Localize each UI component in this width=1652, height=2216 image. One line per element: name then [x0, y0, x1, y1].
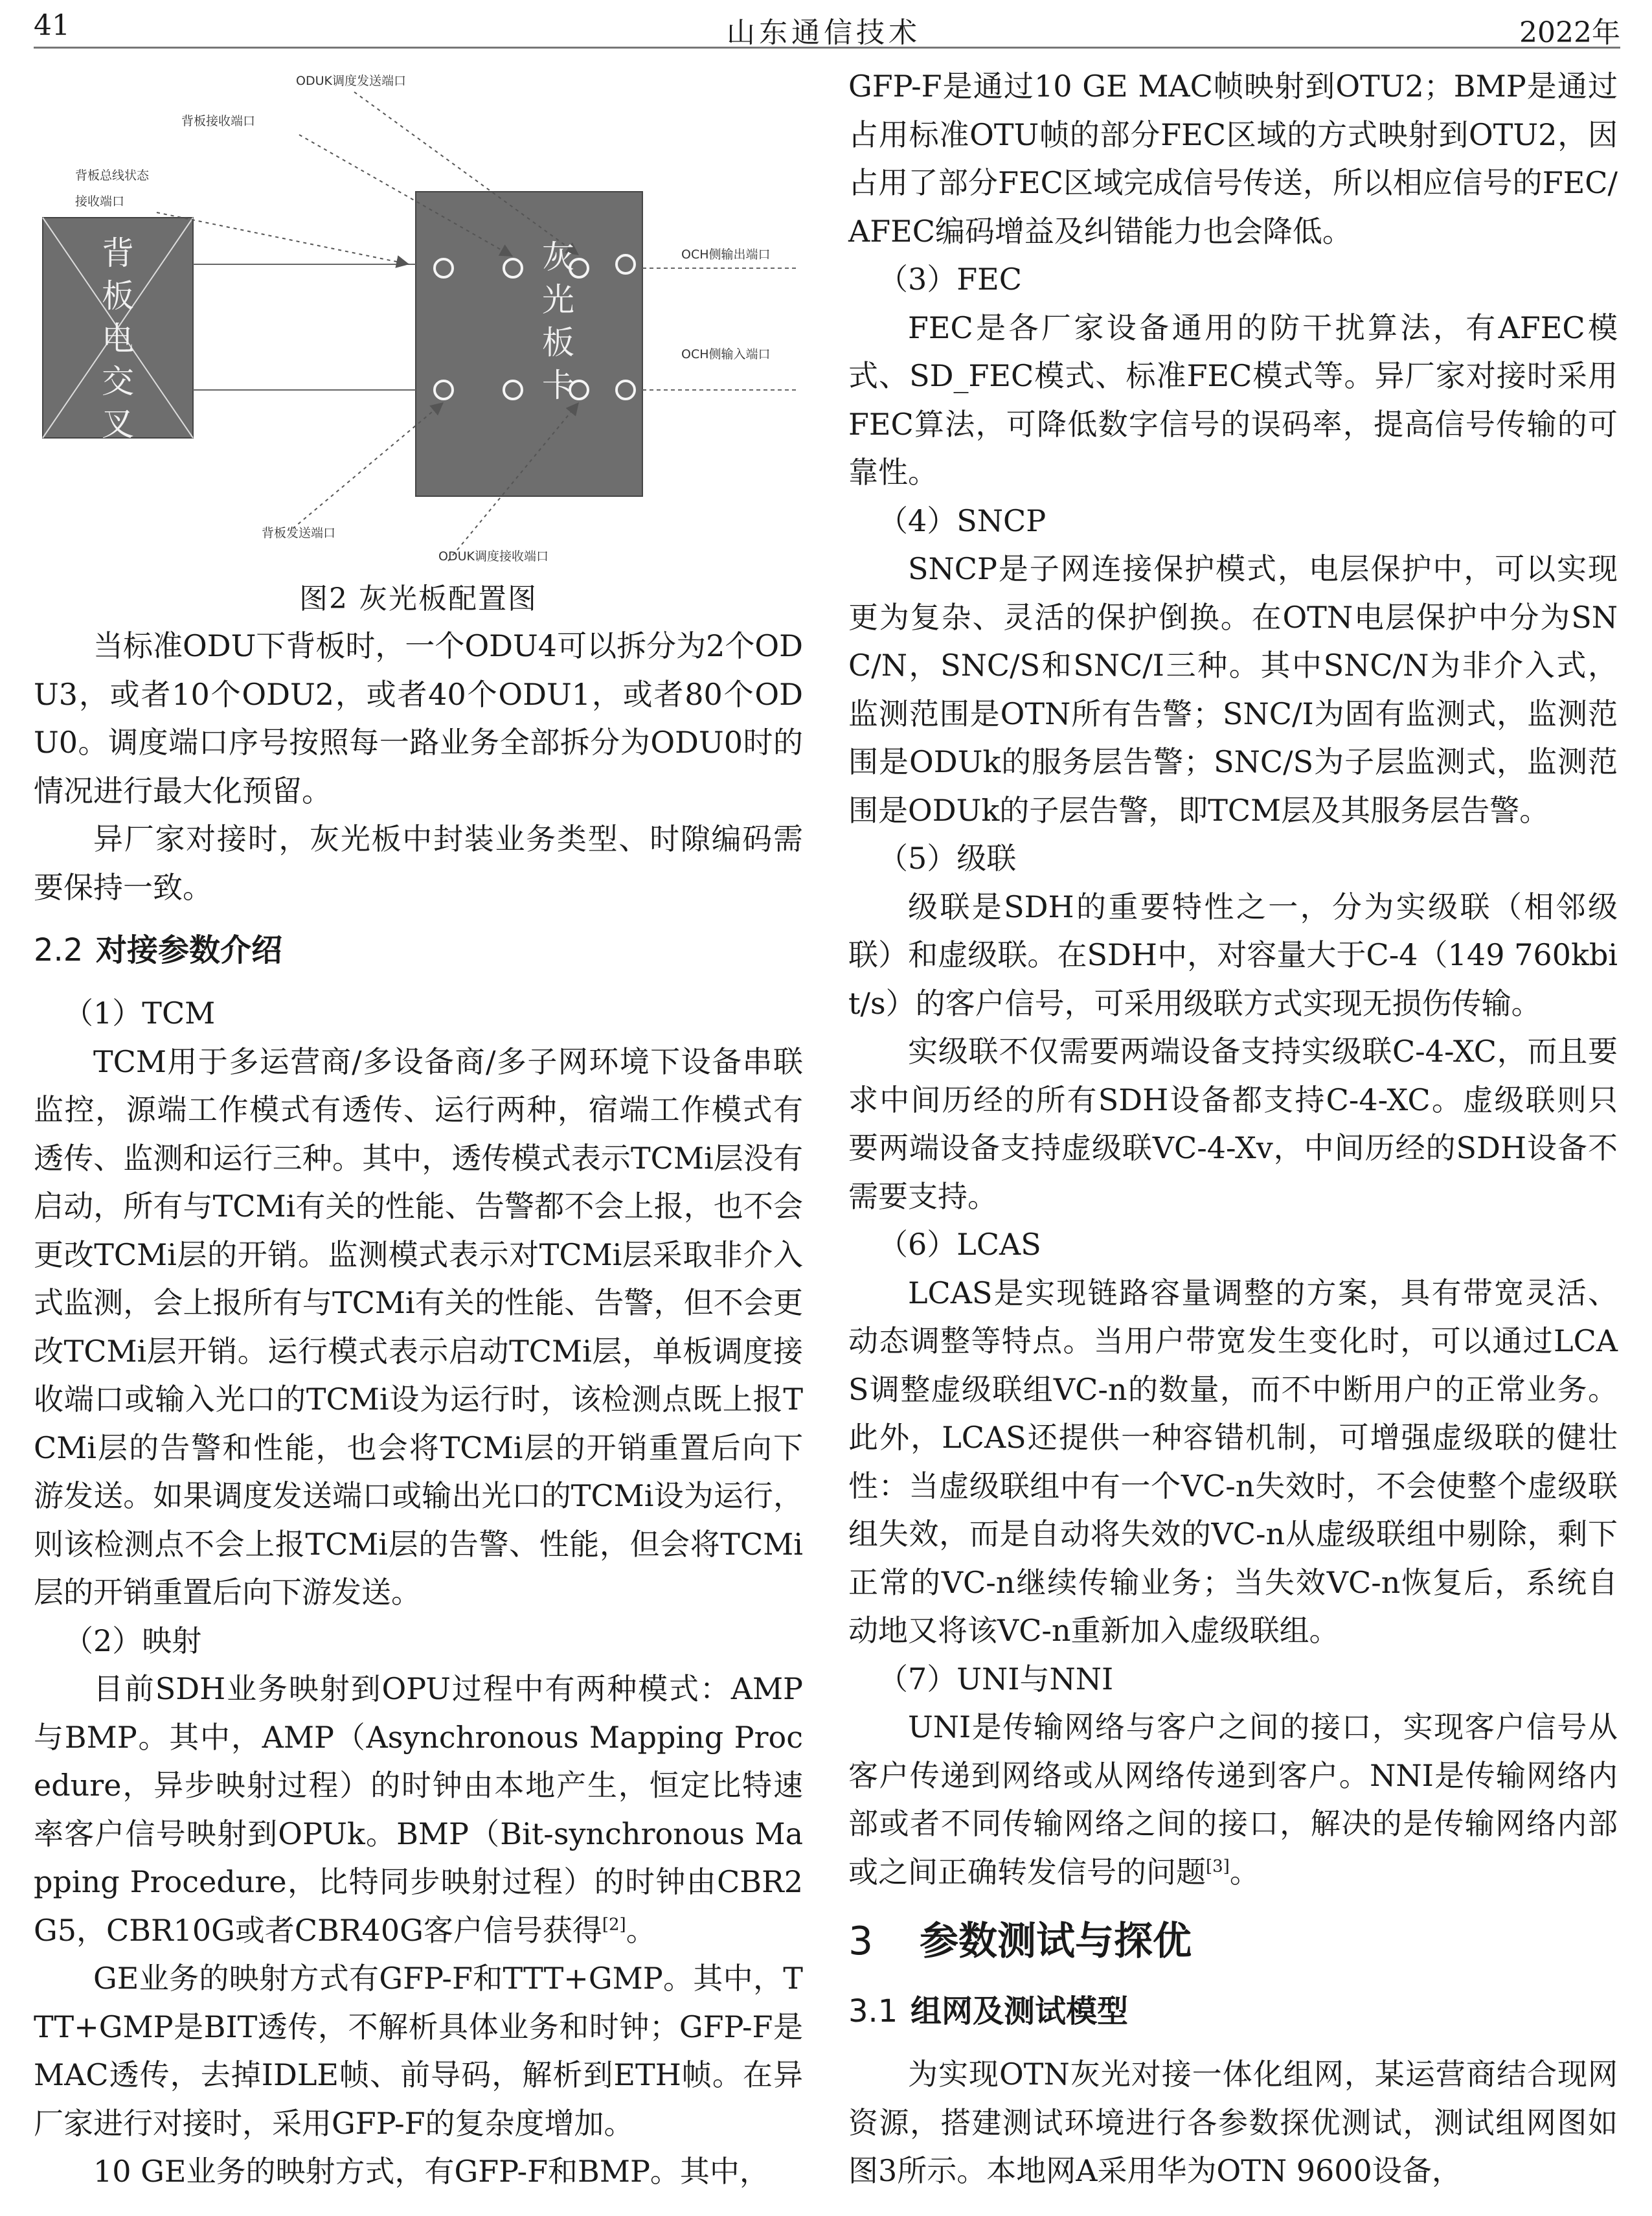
- paragraph-mapping-ge: GE业务的映射方式有GFP-F和TTT+GMP。其中，TTT+GMP是BIT透传，不解析具体业务和时钟；GFP-F是MAC透传，去掉IDLE帧、前导码，解析到ETH帧。在异厂家进行对接时，采用GFP-F的复杂度增加。: [34, 1961, 803, 2141]
- paragraph-odu-split: 当标准ODU下背板时，一个ODU4可以拆分为2个ODU3，或者10个ODU2，或者40个ODU1，或者80个ODU0。调度端口序号按照每一路业务全部拆分为ODU0时的情况进行最大化预留。: [34, 628, 803, 808]
- uni-text-end: 。: [1229, 1854, 1260, 1890]
- uni-text: UNI是传输网络与客户之间的接口，实现客户信号从客户传递到网络或从网络传递到客户。NNI是传输网络内部或者不同传输网络之间的接口，解决的是传输网络内部或之间正确转发信号的问题: [848, 1709, 1618, 1890]
- left-column: [34, 62, 803, 2196]
- reference-2: [2]: [602, 1915, 626, 1935]
- section-number: 3: [848, 1919, 874, 1964]
- journal-name: 山东通信技术: [727, 16, 921, 49]
- label-bus-status-2: 接收端口: [75, 194, 125, 209]
- gray-card-box: [416, 192, 642, 496]
- section-title: 组网及测试模型: [911, 1993, 1129, 2029]
- fec-heading: （3）FEC: [878, 262, 1022, 297]
- page-header: [34, 5, 1620, 49]
- mapping-text: 目前SDH业务映射到OPU过程中有两种模式：AMP与BMP。其中，AMP（Asynchronous Mapping Procedure，异步映射过程）的时钟由本地产生，恒定比特速率客户信号映射到OPUk。BMP（Bit-synchronous Mapping Procedure，比特同步映射过程）的时钟由CBR2G5，CBR10G或者CBR40G客户信号获得: [34, 1671, 803, 1948]
- backplane-cross-label: 背板电交叉: [102, 234, 134, 443]
- paragraph-tcm: TCM用于多运营商/多设备商/多子网环境下设备串联监控，源端工作模式有透传、运行两种，宿端工作模式有透传、监测和运行三种。其中，透传模式表示TCMi层没有启动，所有与TCMi有关的性能、告警都不会上报，也不会更改TCMi层的开销。监测模式表示对TCMi层采取非介入式监测，会上报所有与TCMi有关的性能、告警，但不会更改TCMi层开销。运行模式表示启动TCMi层，单板调度接收端口或输入光口的TCMi设为运行时，该检测点既上报TCMi层的告警和性能，也会将TCMi层的开销重置后向下游发送。如果调度发送端口或输出光口的TCMi设为运行，则该检测点不会上报TCMi层的告警、性能，但会将TCMi层的开销重置后向下游发送。: [34, 1044, 803, 1610]
- section-3-1-heading: [848, 1984, 1618, 2039]
- section-number: 2.2: [34, 932, 84, 968]
- figure-2-caption: 图2 灰光板配置图: [299, 582, 537, 615]
- section-number: 3.1: [848, 1993, 898, 2029]
- mapping-text-end: 。: [626, 1912, 656, 1948]
- label-och-out-port: OCH侧输出端口: [681, 247, 771, 262]
- cascade-heading: （5）级联: [878, 841, 1017, 876]
- paragraph-uni-nni: [848, 1703, 1618, 1896]
- paragraph-sncp: SNCP是子网连接保护模式，电层保护中，可以实现更为复杂、灵活的保护倒换。在OTN电层保护中分为SNC/N，SNC/S和SNC/I三种。其中SNC/N为非介入式，监测范围是OTN所有告警；SNC/I为固有监测式，监测范围是ODUk的服务层告警；SNC/S为子层监测式，监测范围是ODUk的子层告警，即TCM层及其服务层告警。: [848, 551, 1618, 828]
- right-column: [848, 62, 1618, 2195]
- section-title: 对接参数介绍: [96, 932, 283, 968]
- gray-card-diagram: [34, 62, 803, 567]
- paragraph-fec: FEC是各厂家设备通用的防干扰算法，有AFEC模式、SD_FEC模式、标准FEC模式等。异厂家对接时采用FEC算法，可降低数字信号的误码率，提高信号传输的可靠性。: [848, 310, 1618, 490]
- figure-2: [34, 62, 803, 567]
- label-backplane-send-port: 背板发送端口: [262, 526, 336, 540]
- label-oduk-send-port: ODUK调度发送端口: [296, 74, 406, 88]
- label-oduk-recv-port: ODUK调度接收端口: [438, 549, 549, 564]
- label-backplane-recv-port: 背板接收端口: [181, 114, 256, 128]
- gray-card-label: 灰光板卡: [542, 238, 574, 404]
- paragraph-lcas: LCAS是实现链路容量调整的方案，具有带宽灵活、动态调整等特点。当用户带宽发生变化时，可以通过LCAS调整虚级联组VC-n的数量，而不中断用户的正常业务。此外，LCAS还提供一种容错机制，可增强虚级联的健壮性：当虚级联组中有一个VC-n失效时，不会使整个虚级联组失效，而是自动将失效的VC-n从虚级联组中剔除，剩下正常的VC-n继续传输业务；当失效VC-n恢复后，系统自动地又将该VC-n重新加入虚级联组。: [848, 1275, 1618, 1648]
- section-title: 参数测试与探优: [920, 1919, 1192, 1964]
- label-bus-status-1: 背板总线状态: [75, 168, 150, 183]
- paragraph-cascade-1: 级联是SDH的重要特性之一，分为实级联（相邻级联）和虚级联。在SDH中，对容量大于C-4（149 760kbit/s）的客户信号，可采用级联方式实现无损伤传输。: [848, 889, 1618, 1021]
- paragraph-mapping-sdh: [34, 1665, 803, 1954]
- tcm-heading: （1）TCM: [63, 996, 216, 1031]
- sncp-heading: （4）SNCP: [878, 503, 1047, 538]
- section-3-heading: [848, 1910, 1618, 1972]
- paragraph-test-model: 为实现OTN灰光对接一体化组网，某运营商结合现网资源，搭建测试环境进行各参数探优测试，测试组网图如图3所示。本地网A采用华为OTN 9600设备，: [848, 2057, 1618, 2188]
- paragraph-vendor-consistency: 异厂家对接时，灰光板中封装业务类型、时隙编码需要保持一致。: [34, 821, 803, 905]
- reference-3: [3]: [1206, 1856, 1230, 1877]
- mapping-heading: （2）映射: [63, 1623, 202, 1658]
- label-och-in-port: OCH侧输入端口: [681, 347, 771, 361]
- page-number: 41: [34, 9, 70, 42]
- publication-year: 2022年: [1519, 16, 1620, 49]
- paragraph-mapping-10ge: 10 GE业务的映射方式，有GFP-F和BMP。其中，: [93, 2154, 769, 2189]
- paragraph-10ge-continued: GFP-F是通过10 GE MAC帧映射到OTU2；BMP是通过占用标准OTU帧的部分FEC区域的方式映射到OTU2，因占用了部分FEC区域完成信号传送，所以相应信号的FEC/AFEC编码增益及纠错能力也会降低。: [848, 69, 1618, 249]
- section-2-2-heading: [34, 923, 803, 977]
- uni-nni-heading: （7）UNI与NNI: [878, 1661, 1114, 1696]
- lcas-heading: （6）LCAS: [878, 1227, 1041, 1262]
- paragraph-cascade-2: 实级联不仅需要两端设备支持实级联C-4-XC，而且要求中间历经的所有SDH设备都支持C-4-XC。虚级联则只要两端设备支持虚级联VC-4-Xv，中间历经的SDH设备不需要支持。: [848, 1034, 1618, 1214]
